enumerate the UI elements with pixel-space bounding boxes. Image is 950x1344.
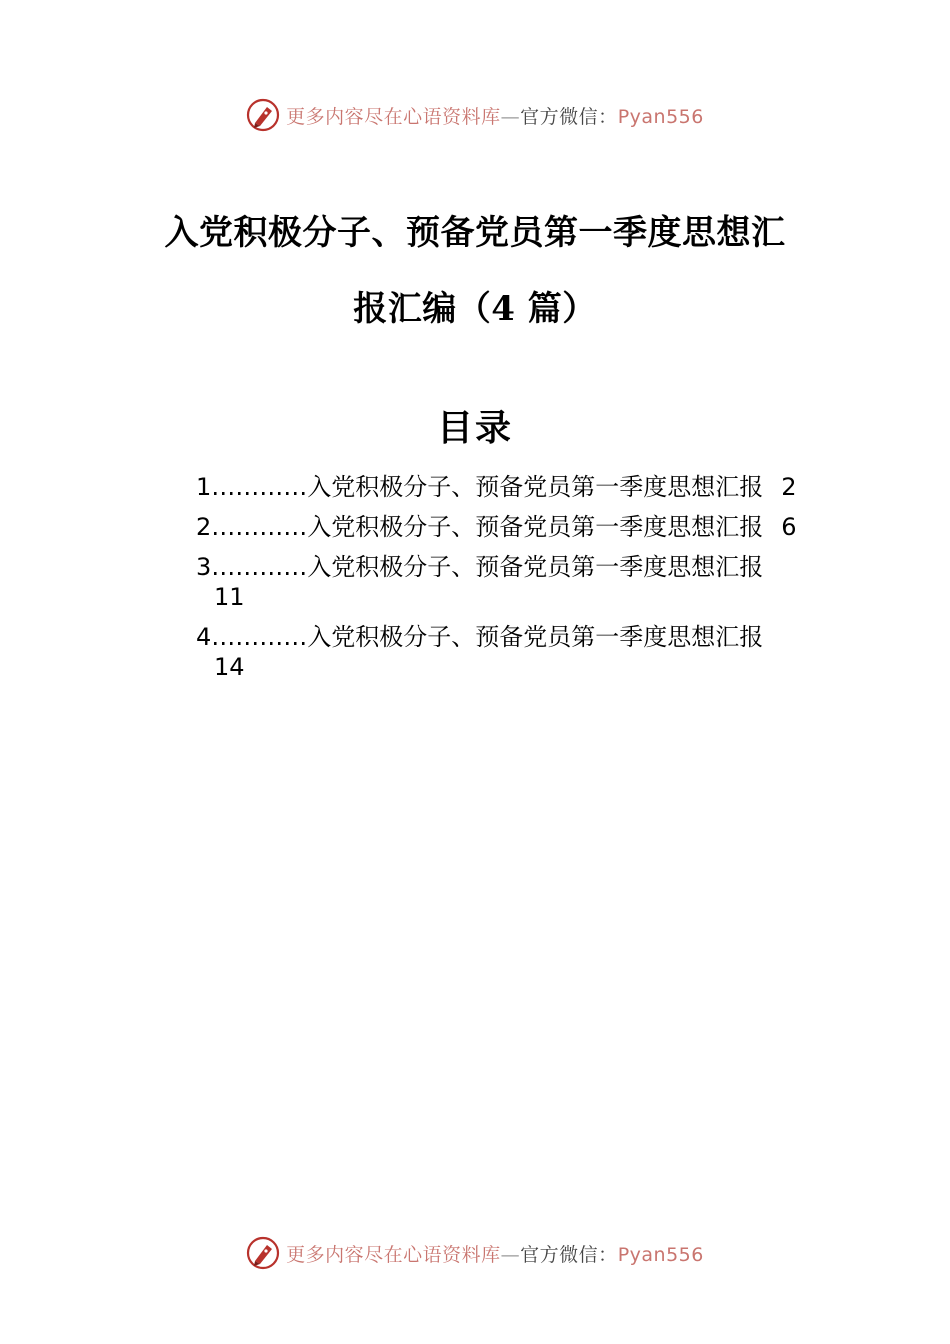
toc-item-text: 入党积极分子、预备党员第一季度思想汇报 (307, 553, 764, 581)
banner-title: 更多内容尽在心语资料库 (286, 105, 501, 128)
toc-item-number: 3 (196, 553, 212, 581)
toc-item-text: 入党积极分子、预备党员第一季度思想汇报 (307, 473, 764, 501)
toc-item-2[interactable] (196, 512, 856, 542)
toc-item-page: 6 (781, 513, 797, 541)
toc-heading: 目录 (436, 407, 513, 449)
pen-nib-logo-icon (246, 98, 280, 132)
toc-item-number: 2 (196, 513, 212, 541)
toc-item-page: 2 (781, 473, 797, 501)
banner-title: 更多内容尽在心语资料库 (286, 1243, 501, 1266)
pen-nib-logo-icon (246, 1236, 280, 1270)
banner-separator: — (500, 1243, 521, 1266)
table-of-contents (196, 472, 856, 692)
banner-separator: — (500, 105, 521, 128)
document-title-line-1: 入党积极分子、预备党员第一季度思想汇 (164, 213, 786, 253)
banner-wechat-label: 官方微信： (520, 1243, 618, 1266)
banner-wechat-label: 官方微信： (520, 105, 618, 128)
toc-item-dots: ………… (211, 553, 308, 581)
toc-item-dots: ………… (211, 513, 308, 541)
toc-item-dots: ………… (211, 623, 308, 651)
toc-item-page: 14 (214, 653, 245, 681)
banner-text (286, 102, 704, 129)
toc-item-4[interactable] (196, 622, 856, 682)
banner-account: Pyan556 (617, 105, 704, 128)
toc-item-text: 入党积极分子、预备党员第一季度思想汇报 (307, 623, 764, 651)
toc-item-1[interactable] (196, 472, 856, 502)
toc-item-number: 1 (196, 473, 212, 501)
toc-item-dots: ………… (211, 473, 308, 501)
header-banner (0, 93, 950, 137)
footer-banner (0, 1231, 950, 1275)
banner-text (286, 1240, 704, 1267)
banner-account: Pyan556 (617, 1243, 704, 1266)
document-title-line-2: 报汇编（4 篇） (353, 289, 597, 329)
toc-item-3[interactable] (196, 552, 856, 612)
toc-item-page: 11 (214, 583, 245, 611)
toc-item-number: 4 (196, 623, 212, 651)
toc-item-text: 入党积极分子、预备党员第一季度思想汇报 (307, 513, 764, 541)
